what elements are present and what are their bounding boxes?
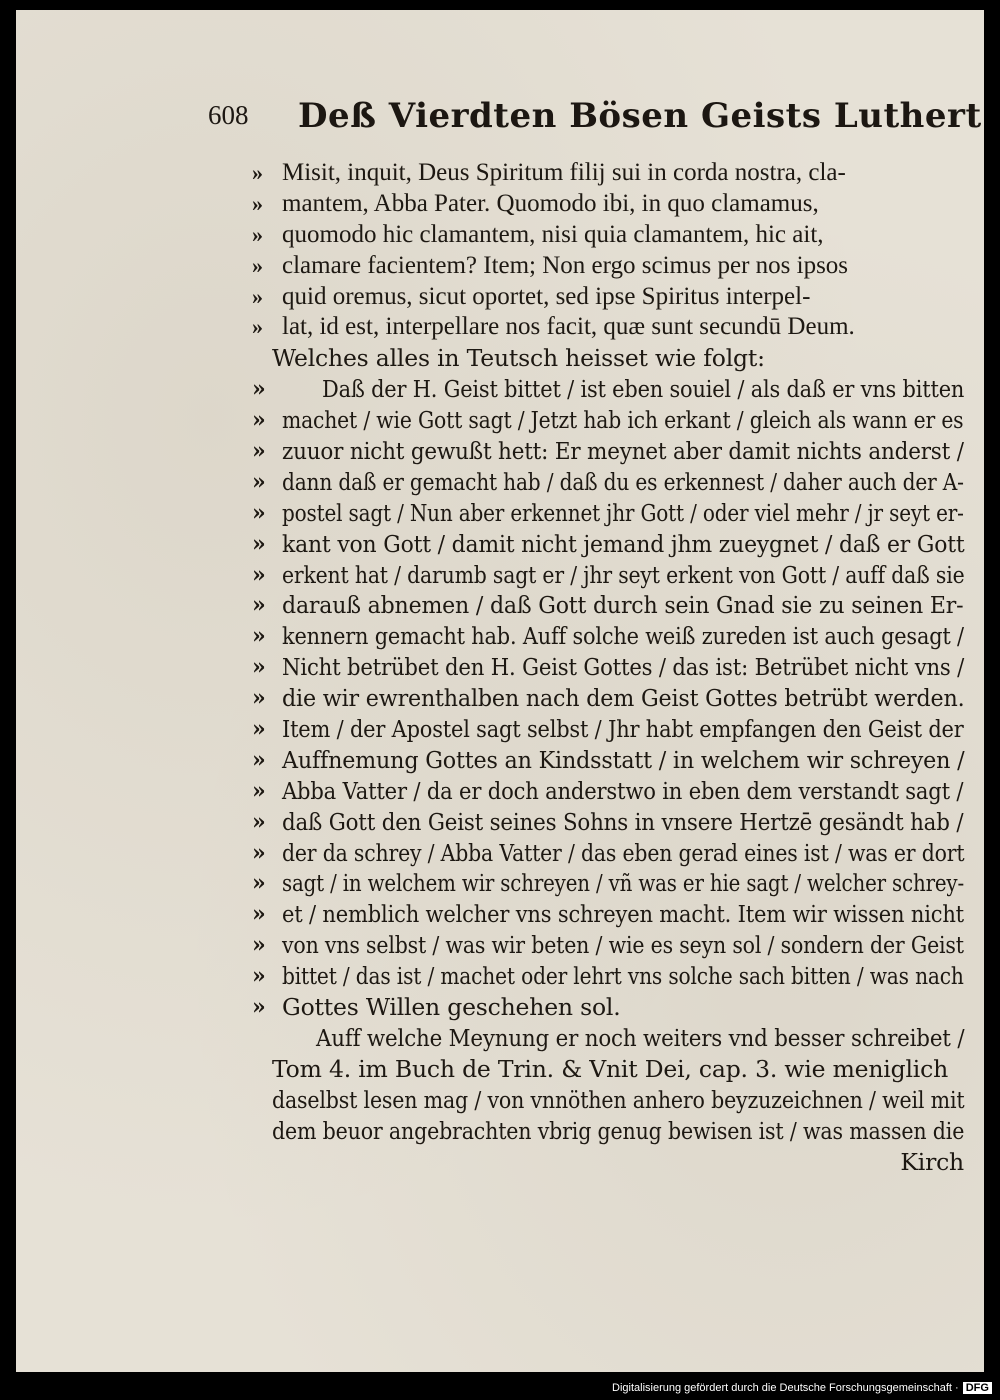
line-text: postel sagt / Nun aber erkennet jhr Gott / oder viel mehr / jr seyt er- [282, 498, 964, 527]
line-text: daß Gott den Geist seines Sohns in vnsere Hertzē gesändt hab / [282, 807, 964, 836]
text-line [252, 899, 964, 930]
line-text: sagt / in welchem wir schreyen / vñ was er hie sagt / welcher schrey- [282, 869, 964, 898]
book-page [16, 10, 984, 1372]
text-line [252, 436, 964, 467]
text-line [252, 776, 964, 807]
text-line [252, 807, 964, 838]
text-block [252, 158, 964, 1177]
line-text: Auff welche Meynung er noch weiters vnd besser schreibet / [316, 1023, 965, 1052]
text-line [252, 1023, 964, 1054]
text-line [252, 1054, 964, 1085]
text-line [252, 312, 964, 343]
line-text: dann daß er gemacht hab / daß du es erkennest / daher auch der A- [282, 467, 964, 496]
credit-text: Digitalisierung gefördert durch die Deutsche Forschungsgemeinschaft · [612, 1382, 959, 1394]
line-text: Nicht betrübet den H. Geist Gottes / das ist: Betrübet nicht vns / [282, 653, 965, 682]
text-line [252, 1116, 964, 1147]
line-text: bittet / das ist / machet oder lehrt vns solche sach bitten / was nach [282, 962, 964, 991]
text-line [252, 714, 964, 745]
text-line [252, 838, 964, 869]
line-text: dem beuor angebrachten vbrig genug bewisen ist / was massen die [272, 1116, 965, 1145]
line-text: Misit, inquit, Deus Spiritum filij sui in corda nostra, cla- [282, 159, 846, 186]
line-text: kant von Gott / damit nicht jemand jhm zueygnet / daß er Gott [282, 529, 965, 558]
digitization-credit [612, 1382, 992, 1394]
quote-mark: » [252, 160, 263, 185]
quote-mark: » [252, 870, 266, 897]
line-text: Gottes Willen geschehen sol. [282, 993, 621, 1022]
quote-mark: » [252, 314, 263, 340]
line-text: Abba Vatter / da er doch anderstwo in eben dem verstandt sagt / [282, 776, 964, 805]
quote-mark: » [252, 716, 266, 743]
line-text: daselbst lesen mag / von vnnöthen anhero beyzuzeichnen / weil mit [272, 1085, 965, 1114]
catchword-text: Kirch [900, 1147, 964, 1176]
text-line [252, 251, 964, 282]
quote-mark: » [252, 376, 266, 403]
quote-mark: » [252, 190, 263, 216]
text-line [252, 220, 964, 251]
quote-mark: » [252, 561, 266, 588]
line-text: die wir ewrenthalben nach dem Geist Gottes betrübt werden. [282, 684, 965, 713]
quote-mark: » [252, 468, 266, 495]
text-line [252, 683, 964, 714]
quote-mark: » [252, 808, 266, 835]
quote-mark: » [252, 221, 263, 247]
line-text: et / nemblich welcher vns schreyen macht. Item wir wissen nicht [282, 900, 964, 929]
quote-mark: » [252, 685, 266, 712]
text-line [252, 374, 964, 405]
text-line [252, 1085, 964, 1116]
line-text: zuuor nicht gewußt hett: Er meynet aber damit nichts anderst / [282, 437, 964, 466]
line-text: der da schrey / Abba Vatter / das eben gerad eines ist / was er dort [282, 838, 965, 867]
quote-mark: » [252, 932, 266, 959]
line-text: Auffnemung Gottes an Kindsstatt / in welchem wir schreyen / [282, 745, 965, 774]
line-text: Item / der Apostel sagt selbst / Jhr habt empfangen den Geist der [282, 715, 964, 744]
text-line [252, 189, 964, 220]
text-line [252, 868, 964, 899]
line-text: quomodo hic clamantem, nisi quia clamantem, hic ait, [282, 220, 824, 248]
quote-mark: » [252, 283, 263, 309]
quote-mark: » [252, 407, 266, 434]
quote-mark: » [252, 963, 266, 990]
text-line [252, 498, 964, 529]
quote-mark: » [252, 252, 263, 278]
running-title: Deß Vierdten Bösen Geists Luthert [298, 96, 982, 136]
quote-mark: » [252, 777, 266, 804]
line-text: kennern gemacht hab. Auff solche weiß zureden ist auch gesagt / [282, 622, 964, 651]
text-line [252, 930, 964, 961]
quote-mark: » [252, 499, 266, 526]
quote-mark: » [252, 746, 266, 773]
text-line [252, 560, 964, 591]
quote-mark: » [252, 994, 266, 1021]
dfg-logo: DFG [963, 1382, 992, 1394]
text-line [252, 745, 964, 776]
line-text: von vns selbst / was wir beten / wie es seyn sol / sondern der Geist [282, 931, 964, 960]
quote-mark: » [252, 530, 266, 557]
line-text: Tom 4. im Buch de Trin. & Vnit Dei, cap. 3. wie meniglich [272, 1054, 948, 1083]
text-line [252, 405, 964, 436]
text-line [252, 652, 964, 683]
quote-mark: » [252, 654, 266, 681]
line-text: Daß der H. Geist bittet / ist eben souiel / als daß er vns bitten [322, 375, 965, 404]
catchword [252, 1147, 964, 1178]
line-text: lat, id est, interpellare nos facit, quæ sunt secundū Deum. [282, 313, 855, 341]
text-line [252, 282, 964, 313]
text-line [252, 343, 964, 374]
quote-mark: » [252, 901, 266, 928]
text-line [252, 590, 964, 621]
quote-mark: » [252, 592, 266, 619]
line-text: machet / wie Gott sagt / Jetzt hab ich erkant / gleich als wann er es [282, 406, 964, 435]
text-line [252, 621, 964, 652]
line-text: quid oremus, sicut oportet, sed ipse Spiritus interpel- [282, 282, 811, 310]
quote-mark: » [252, 438, 266, 465]
quote-mark: » [252, 623, 266, 650]
text-line [252, 529, 964, 560]
line-text: Welches alles in Teutsch heisset wie folgt: [272, 344, 765, 373]
line-text: erkent hat / darumb sagt er / jhr seyt erkent von Gott / auff daß sie [282, 560, 965, 589]
line-text: mantem, Abba Pater. Quomodo ibi, in quo clamamus, [282, 189, 819, 217]
text-line [252, 992, 964, 1023]
line-text: clamare facientem? Item; Non ergo scimus per nos ipsos [282, 251, 849, 279]
text-line [252, 158, 964, 189]
text-line [252, 467, 964, 498]
line-text: darauß abnemen / daß Gott durch sein Gnad sie zu seinen Er- [282, 591, 964, 620]
text-line [252, 961, 964, 992]
page-number: 608 [208, 100, 249, 130]
quote-mark: » [252, 839, 266, 866]
